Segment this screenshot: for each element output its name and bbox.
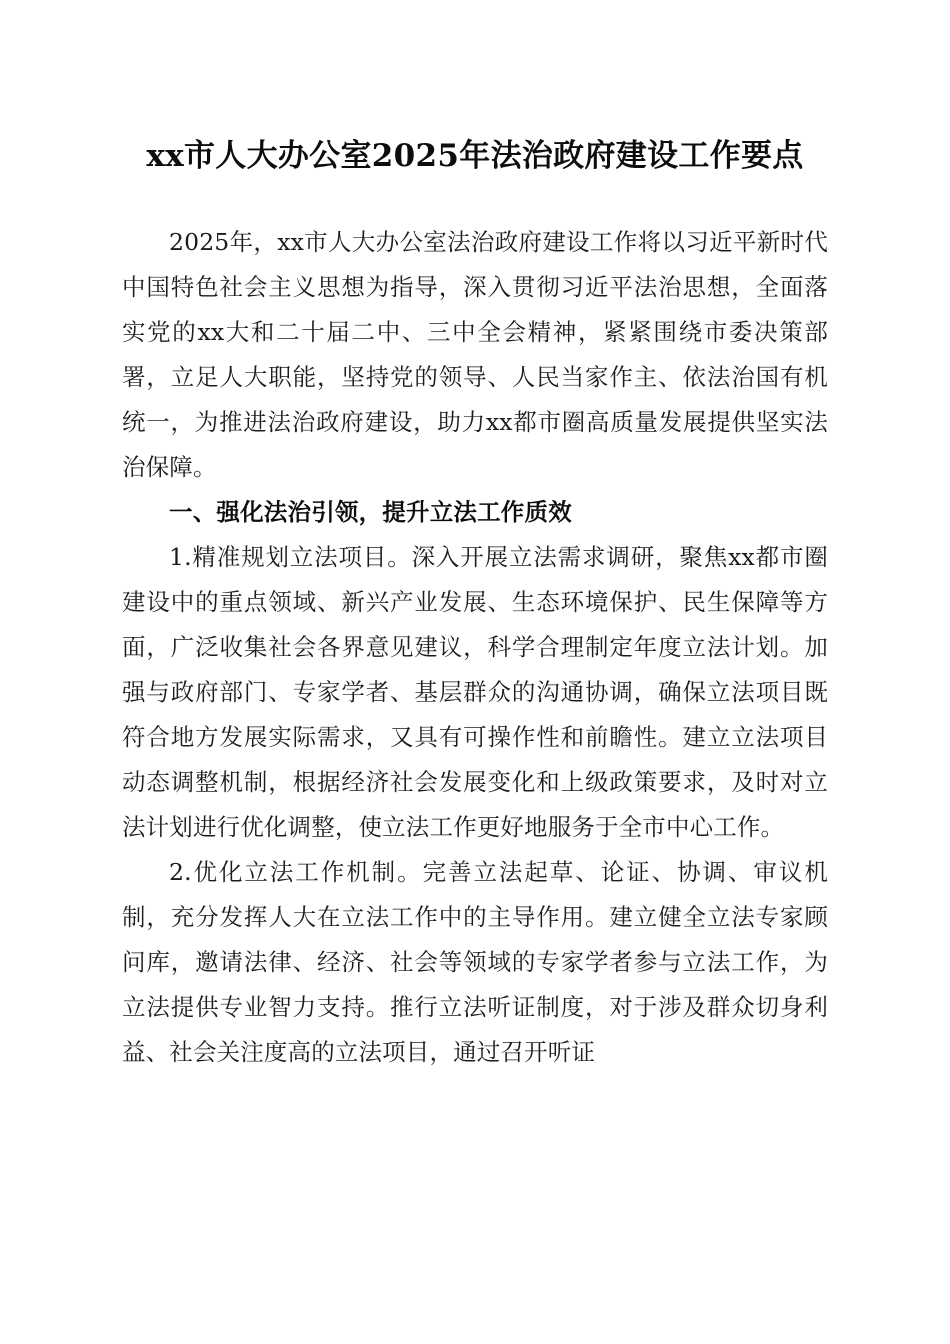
section-heading-1: 一、强化法治引领，提升立法工作质效 — [169, 498, 572, 526]
item-paragraph-1: 1.精准规划立法项目。深入开展立法需求调研，聚焦xx都市圈建设中的重点领域、新兴产业发展、生态环境保护、民生保障等方面，广泛收集社会各界意见建议，科学合理制定年度立法计划。加强与政府部门、专家学者、基层群众的沟通协调，确保立法项目既符合地方发展实际需求，又具有可操作性和前瞻性。建立立法项目动态调整机制，根据经济社会发展变化和上级政策要求，及时对立法计划进行优化调整，使立法工作更好地服务于全市中心工作。 — [122, 543, 828, 841]
document-content-column — [122, 0, 828, 1075]
intro-paragraph: 2025年，xx市人大办公室法治政府建设工作将以习近平新时代中国特色社会主义思想为指导，深入贯彻习近平法治思想，全面落实党的xx大和二十届二中、三中全会精神，紧紧围绕市委决策部署，立足人大职能，坚持党的领导、人民当家作主、依法治国有机统一，为推进法治政府建设，助力xx都市圈高质量发展提供坚实法治保障。 — [122, 228, 828, 481]
page-title: xx市人大办公室2025年法治政府建设工作要点 — [146, 138, 804, 174]
item-paragraph-2: 2.优化立法工作机制。完善立法起草、论证、协调、审议机制，充分发挥人大在立法工作中的主导作用。建立健全立法专家顾问库，邀请法律、经济、社会等领域的专家学者参与立法工作，为立法提供专业智力支持。推行立法听证制度，对于涉及群众切身利益、社会关注度高的立法项目，通过召开听证 — [122, 858, 828, 1066]
